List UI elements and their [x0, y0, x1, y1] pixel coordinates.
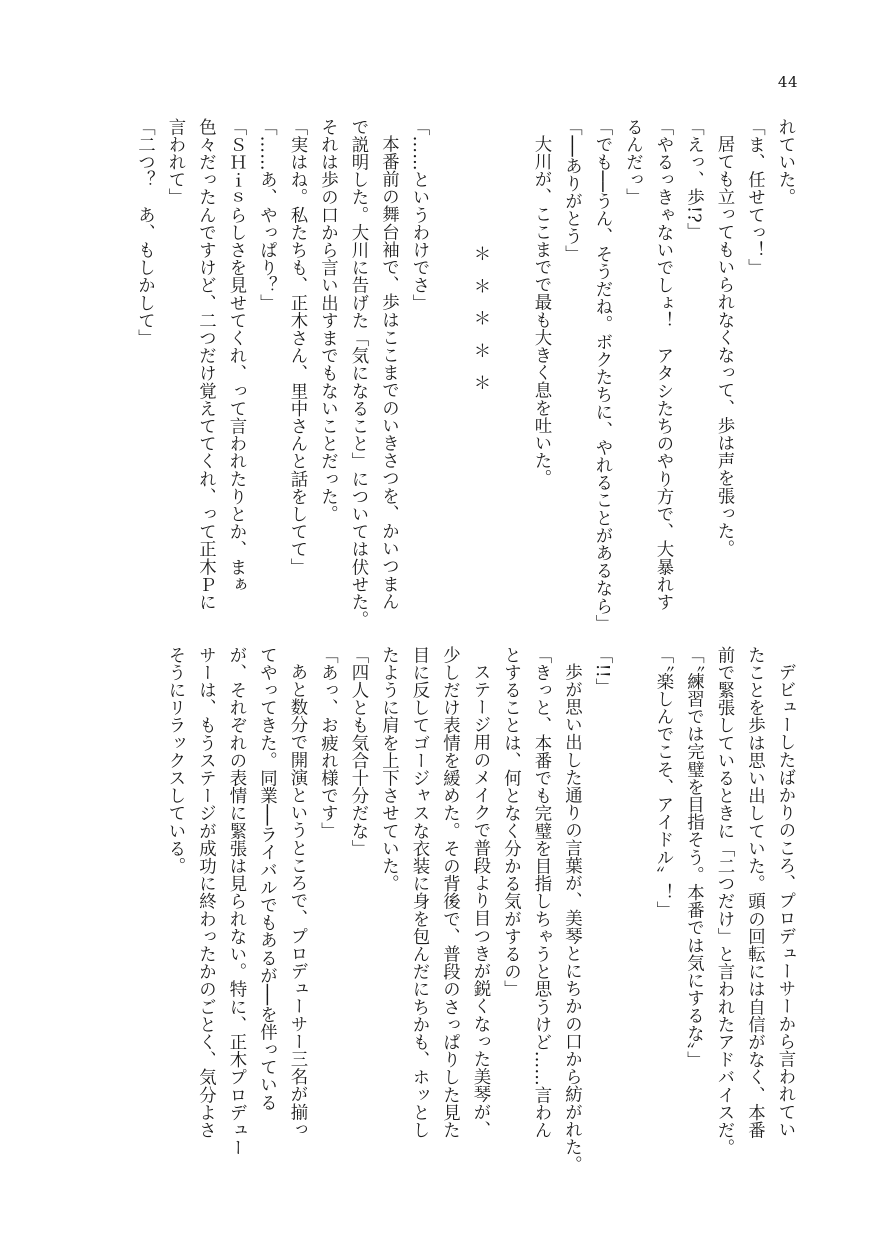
text-line: 「実はね。私たちも、正木さん、里中さんと話をしてて」 [287, 118, 307, 576]
text-line: 前で緊張しているときに「二つだけ」と言われたアドバイスだ。 [714, 646, 734, 1157]
text-line: 本番前の舞台袖で、歩はここまでのいきさつを、かいつまん [378, 135, 399, 611]
section-separator: ＊＊＊＊＊ [470, 245, 490, 406]
text-line: 目に反してゴージャスな衣装に身を包んだにちかも、ホッとし [409, 646, 429, 1139]
blank-line [617, 646, 648, 1166]
text-line: 「〝楽しんでこそ、アイドル〟！」 [653, 646, 673, 919]
blank-line [495, 118, 526, 638]
text-line: 「ＳＨｉｓらしさを見せてくれ、って言われたりとか、まぁ [226, 118, 246, 594]
text-line: てやってきた。同業──ライバルでもあるが──を伴っている [256, 646, 277, 1112]
text-line: サーは、もうステージが成功に終わったかのごとく、気分よさ [195, 646, 216, 1139]
text-line: 「〝練習では完璧を目指そう。本番では気にするな〟」 [683, 646, 704, 1069]
text-line: 「えっ、歩!?」 [683, 118, 704, 241]
text-line: で説明した。大川に告げた「気になること」については伏せた。 [348, 118, 368, 629]
text-line: 「──ありがとう」 [561, 118, 582, 263]
page-number: 44 [777, 73, 798, 91]
text-line: 「きっと、本番でも完璧を目指しちゃうと思うけど……言わん [531, 646, 551, 1139]
text-line: が、それぞれの表情に緊張は見られない。特に、正木プロデュー [226, 646, 246, 1157]
text-line: るんだっ」 [622, 118, 643, 206]
text-line: 居ても立ってもいられなくなって、歩は声を張った。 [714, 135, 734, 558]
text-line: あと数分で開演というところで、プロデューサー三名が揃っ [287, 663, 307, 1139]
text-line: 「……というわけでさ」 [409, 118, 429, 312]
blank-line [434, 118, 465, 638]
text-line: ステージ用のメイクで普段より目つきが鋭くなった美琴が、 [470, 663, 490, 1139]
text-line: 「やるっきゃないでしょ！ アタシたちのやり方で、大暴れす [653, 118, 673, 611]
text-line: れていた。 [775, 118, 795, 206]
text-line: 少しだけ表情を緩めた。その背後で、普段のさっぱりした見た [439, 646, 460, 1139]
text-line: 「あっ、お疲れ様です」 [317, 646, 338, 840]
lower-text-block [60, 646, 800, 1174]
text-line: たことを歩は思い出していた。頭の回転には自信がなく、本番 [744, 646, 765, 1139]
text-line: とすることは、何となく分かる気がするの」 [500, 646, 521, 998]
text-line: 歩が思い出した通りの言葉が、美琴とにちかの口から紡がれた。 [561, 663, 582, 1174]
text-line: 「でも──うん、そうだね。ボクたちに、やれることがあるなら」 [592, 118, 612, 633]
text-line: 大川が、ここまでで最も大きく息を吐いた。 [531, 135, 551, 488]
text-line: デビューしたばかりのころ、プロデューサーから言われてい [775, 663, 795, 1139]
text-line: そうにリラックスしている。 [165, 646, 185, 875]
text-line: 「二つ？ あ、もしかして」 [134, 118, 155, 347]
text-line: 「四人とも気合十分だな」 [348, 646, 368, 858]
text-line: 言われて」 [165, 118, 185, 206]
text-line: 「……あ、やっぱり？」 [256, 118, 277, 312]
text-line: 色々だったんですけど、二つだけ覚えててくれ、って正木Ｐに [195, 118, 216, 611]
text-line: 「ま、任せてっ！」 [744, 118, 765, 277]
upper-text-block [60, 118, 800, 638]
text-line: 「!!」 [592, 646, 612, 696]
text-line: それは歩の口から言い出すまでもないことだった。 [317, 118, 338, 523]
text-line: たように肩を上下させていた。 [378, 646, 399, 893]
